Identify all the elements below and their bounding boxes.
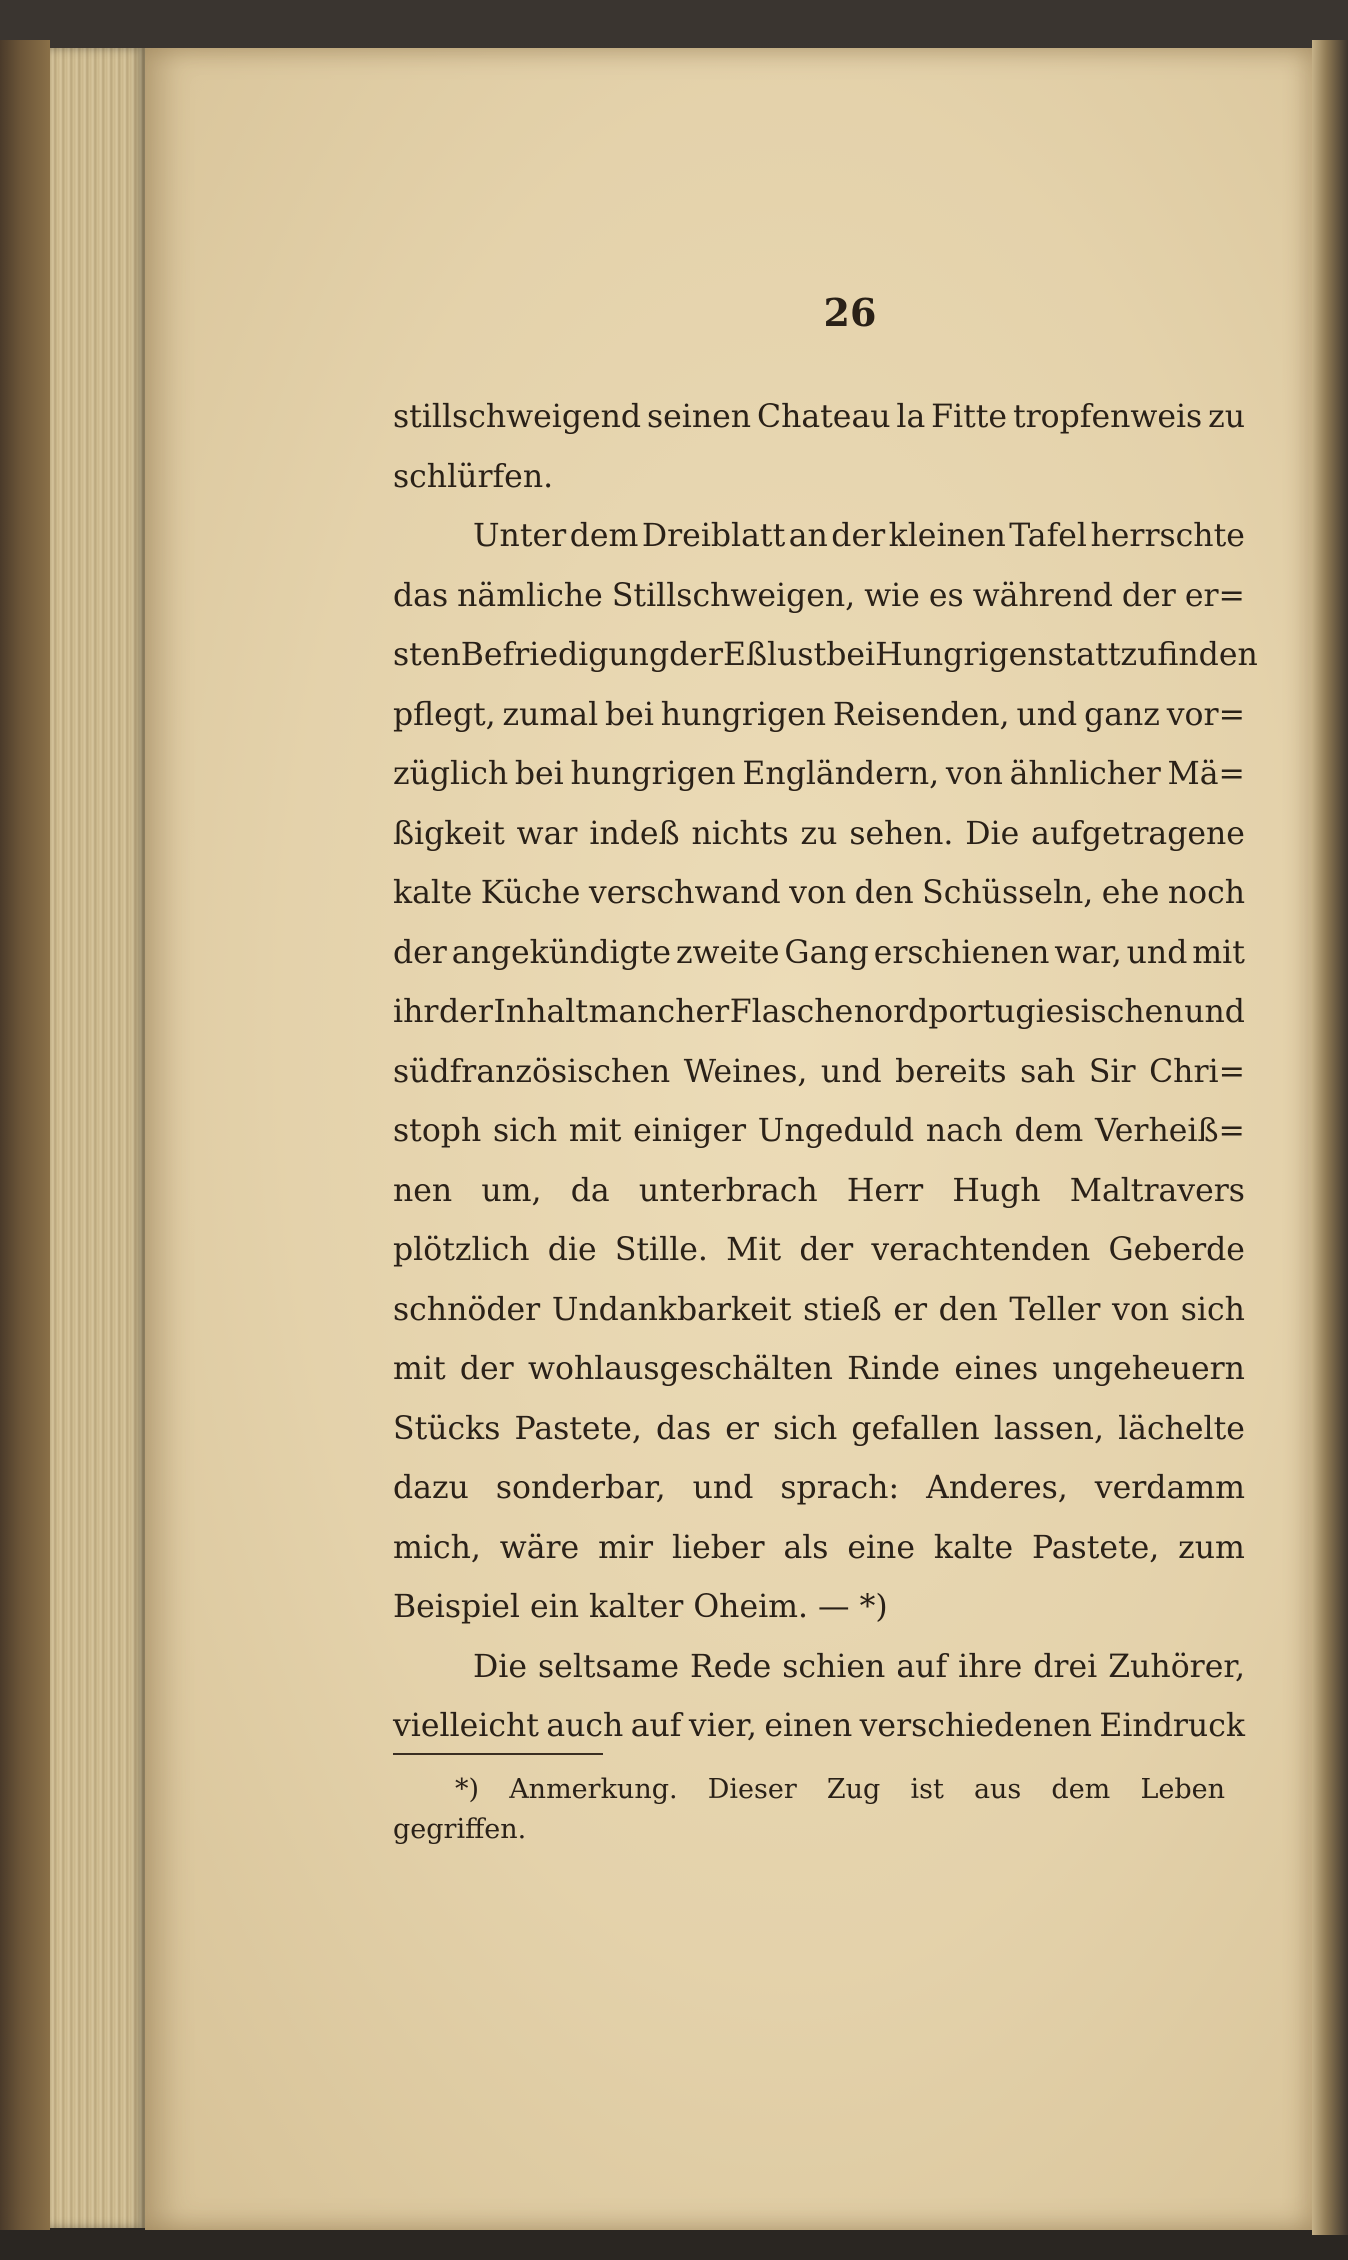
text-line: stoph sich mit einiger Ungeduld nach dem Verheiß=	[393, 1113, 1245, 1149]
text-line: der angekündigte zweite Gang erschienen war, und mit	[393, 934, 1245, 971]
footnote-rule	[393, 1753, 603, 1755]
text-line: das nämliche Stillschweigen, wie es während der er=	[393, 577, 1245, 614]
book-cover-edge	[0, 40, 50, 2230]
body-text	[393, 388, 1258, 1757]
page-number: 26	[823, 290, 877, 335]
text-line: schlürfen.	[393, 458, 554, 495]
text-line: Beispiel ein kalter Oheim. — *)	[393, 1589, 888, 1625]
text-line: nen um, da unterbrach Herr Hugh Maltravers	[393, 1172, 1245, 1209]
text-line: vielleicht auch auf vier, einen verschiedenen Eindruck	[393, 1708, 1245, 1744]
text-line: züglich bei hungrigen Engländern, von ähnlicher Mä=	[393, 756, 1245, 792]
text-line: ihr der Inhalt mancher Flasche nordportugiesischen und	[393, 994, 1245, 1030]
text-line: stillschweigend seinen Chateau la Fitte tropfenweis zu	[393, 399, 1245, 435]
text-line: Unter dem Dreiblatt an der kleinen Tafel herrschte	[473, 518, 1245, 554]
text-line: plötzlich die Stille. Mit der verachtenden Geberde	[393, 1232, 1245, 1268]
text-line: dazu sonderbar, und sprach: Anderes, verdamm	[393, 1470, 1245, 1506]
page-block-edge	[1312, 40, 1348, 2235]
text-line: Die seltsame Rede schien auf ihre drei Zuhörer,	[473, 1648, 1245, 1685]
text-line: kalte Küche verschwand von den Schüsseln, ehe noch	[393, 875, 1245, 911]
text-line: Stücks Pastete, das er sich gefallen lassen, lächelte	[393, 1410, 1245, 1447]
previous-pages-edge	[50, 48, 145, 2228]
text-line: *) Anmerkung. Dieser Zug ist aus dem Leben	[455, 1774, 1225, 1805]
text-line: sten Befriedigung der Eßlust bei Hungrigen stattzufinden	[393, 637, 1258, 673]
footnote	[393, 1770, 1225, 1850]
text-line: schnöder Undankbarkeit stieß er den Teller von sich	[393, 1291, 1245, 1328]
text-line: mich, wäre mir lieber als eine kalte Pastete, zum	[393, 1529, 1245, 1566]
text-line: gegriffen.	[393, 1814, 527, 1845]
text-line: pflegt, zumal bei hungrigen Reisenden, und ganz vor=	[393, 696, 1245, 733]
text-line: südfranzösischen Weines, und bereits sah Sir Chri=	[393, 1053, 1245, 1090]
text-line: ßigkeit war indeß nichts zu sehen. Die aufgetragene	[393, 815, 1245, 852]
text-line: mit der wohlausgeschälten Rinde eines ungeheuern	[393, 1351, 1245, 1387]
